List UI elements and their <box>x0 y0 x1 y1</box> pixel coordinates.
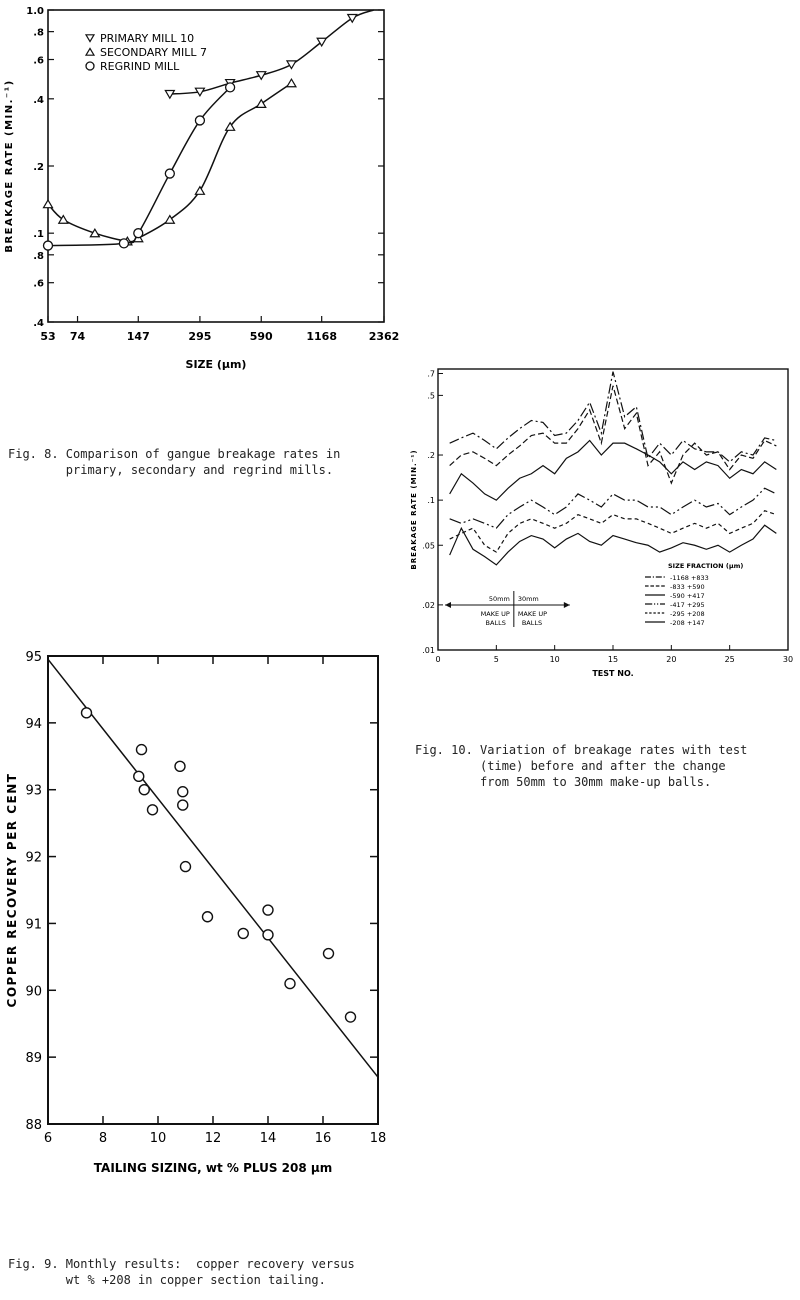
data-point <box>134 229 143 238</box>
y-tick-label: .01 <box>422 646 435 655</box>
y-tick-label: .2 <box>427 451 435 461</box>
y-tick-label: 90 <box>25 984 42 1000</box>
x-tick-label: 147 <box>126 330 150 343</box>
series-line-4 <box>450 511 777 552</box>
series-line-2 <box>450 441 777 501</box>
legend-label: -417 +295 <box>670 601 705 609</box>
figure-9-chart <box>0 640 400 1200</box>
data-point <box>287 61 296 69</box>
y-tick-label: 89 <box>25 1051 42 1067</box>
y-axis-label: BREAKAGE RATE (MIN.⁻¹) <box>410 449 418 570</box>
annotation-text: MAKE UP <box>480 610 510 618</box>
data-point <box>178 800 188 810</box>
x-tick-label: 5 <box>493 655 499 664</box>
series-line-1 <box>450 386 777 483</box>
legend-marker <box>86 35 94 42</box>
plot-frame <box>48 10 384 322</box>
y-tick-label: 88 <box>25 1118 42 1133</box>
data-point <box>175 761 185 771</box>
annotation-arrowhead-left <box>445 602 451 608</box>
data-point <box>203 912 213 922</box>
x-tick-label: 16 <box>314 1131 332 1146</box>
legend-label: -208 +147 <box>670 619 705 627</box>
y-tick-label: .02 <box>422 600 435 610</box>
x-tick-label: 295 <box>188 330 212 343</box>
annotation-arrowhead-right <box>564 602 570 608</box>
annotation-text: BALLS <box>485 619 506 627</box>
data-point <box>195 116 204 125</box>
x-axis-label: TAILING SIZING, wt % PLUS 208 μm <box>93 1161 333 1175</box>
data-point <box>44 241 53 250</box>
legend-title: SIZE FRACTION (μm) <box>668 562 744 570</box>
data-point <box>263 905 273 915</box>
x-tick-label: 10 <box>549 655 560 664</box>
y-tick-label: 91 <box>25 917 42 933</box>
series-line-2 <box>48 87 230 245</box>
y-tick-label: .6 <box>33 278 44 290</box>
y-tick-label: 1.0 <box>26 6 44 17</box>
legend-label: REGRIND MILL <box>100 60 180 73</box>
legend-label: -295 +208 <box>670 610 705 618</box>
x-tick-label: 20 <box>666 655 677 664</box>
legend-label: -590 +417 <box>670 592 705 600</box>
legend-label: -1168 +833 <box>670 574 709 582</box>
y-tick-label: .4 <box>33 318 44 329</box>
x-axis-label: TEST NO. <box>592 669 634 678</box>
legend-label: PRIMARY MILL 10 <box>100 32 195 45</box>
data-point <box>44 200 53 208</box>
series-line-3 <box>450 488 777 528</box>
series-line-0 <box>450 372 777 462</box>
y-tick-label: 93 <box>25 783 42 799</box>
data-point <box>285 979 295 989</box>
plot-frame <box>48 656 378 1124</box>
y-tick-label: .7 <box>427 369 435 379</box>
data-point <box>226 83 235 92</box>
data-point <box>195 187 204 195</box>
y-tick-label: .1 <box>427 496 435 506</box>
figure-9-caption: Fig. 9. Monthly results: copper recovery versus wt % +208 in copper section tailing. <box>8 1257 355 1287</box>
annotation-text: 30mm <box>517 595 539 603</box>
legend-label: -833 +590 <box>670 583 705 591</box>
y-tick-label: .8 <box>33 250 44 262</box>
legend-label: SECONDARY MILL 7 <box>100 46 207 59</box>
data-point <box>165 169 174 178</box>
y-tick-label: .05 <box>422 541 435 551</box>
x-tick-label: 6 <box>43 1131 53 1146</box>
data-point <box>181 862 191 872</box>
x-tick-label: 25 <box>724 655 735 664</box>
data-point <box>148 805 158 815</box>
y-tick-label: .5 <box>427 391 435 401</box>
y-tick-label: .6 <box>33 55 44 67</box>
data-point <box>134 771 144 781</box>
legend-marker <box>86 48 94 55</box>
figure-8-caption: Fig. 8. Comparison of gangue breakage rates in primary, secondary and regrind mills. <box>8 447 341 477</box>
figure-10-chart <box>400 355 800 685</box>
x-tick-label: 18 <box>369 1131 387 1146</box>
data-point <box>324 949 334 959</box>
y-tick-label: .1 <box>33 229 44 241</box>
figure-10-caption: Fig. 10. Variation of breakage rates with test (time) before and after the change from 50mm to 30mm make-up balls. <box>415 743 748 789</box>
regression-line <box>48 659 378 1077</box>
data-point <box>90 229 99 237</box>
y-axis-label: COPPER RECOVERY PER CENT <box>5 772 19 1008</box>
x-tick-label: 74 <box>69 330 86 343</box>
annotation-text: BALLS <box>521 619 543 627</box>
data-point <box>263 930 273 940</box>
x-tick-label: 30 <box>782 655 794 664</box>
x-axis-label: SIZE (μm) <box>185 358 247 371</box>
x-tick-label: 2362 <box>368 330 400 343</box>
y-tick-label: .8 <box>33 27 44 39</box>
series-line-5 <box>450 525 777 565</box>
annotation-text: MAKE UP <box>517 610 548 618</box>
x-tick-label: 10 <box>149 1131 167 1146</box>
y-tick-label: 94 <box>25 716 42 732</box>
y-tick-label: .4 <box>33 94 44 106</box>
x-tick-label: 12 <box>204 1131 222 1146</box>
data-point <box>346 1012 356 1022</box>
data-point <box>137 745 147 755</box>
data-point <box>238 928 248 938</box>
x-tick-label: 590 <box>249 330 273 343</box>
annotation-text: 50mm <box>488 595 510 603</box>
y-tick-label: 92 <box>25 850 42 866</box>
x-tick-label: 14 <box>259 1131 277 1146</box>
data-point <box>287 79 296 87</box>
plot-frame <box>438 369 788 650</box>
x-tick-label: 1168 <box>306 330 337 343</box>
legend-marker <box>86 62 94 70</box>
data-point <box>82 708 92 718</box>
y-axis-label: BREAKAGE RATE (MIN.⁻¹) <box>4 79 15 253</box>
x-tick-label: 8 <box>98 1131 108 1146</box>
x-tick-label: 0 <box>435 655 441 664</box>
data-point <box>139 785 149 795</box>
data-point <box>119 239 128 248</box>
x-tick-label: 15 <box>607 655 619 664</box>
y-tick-label: .2 <box>33 162 44 173</box>
data-point <box>178 787 188 797</box>
x-tick-label: 53 <box>40 330 56 343</box>
y-tick-label: 95 <box>25 650 42 665</box>
figure-8-chart <box>0 0 400 380</box>
